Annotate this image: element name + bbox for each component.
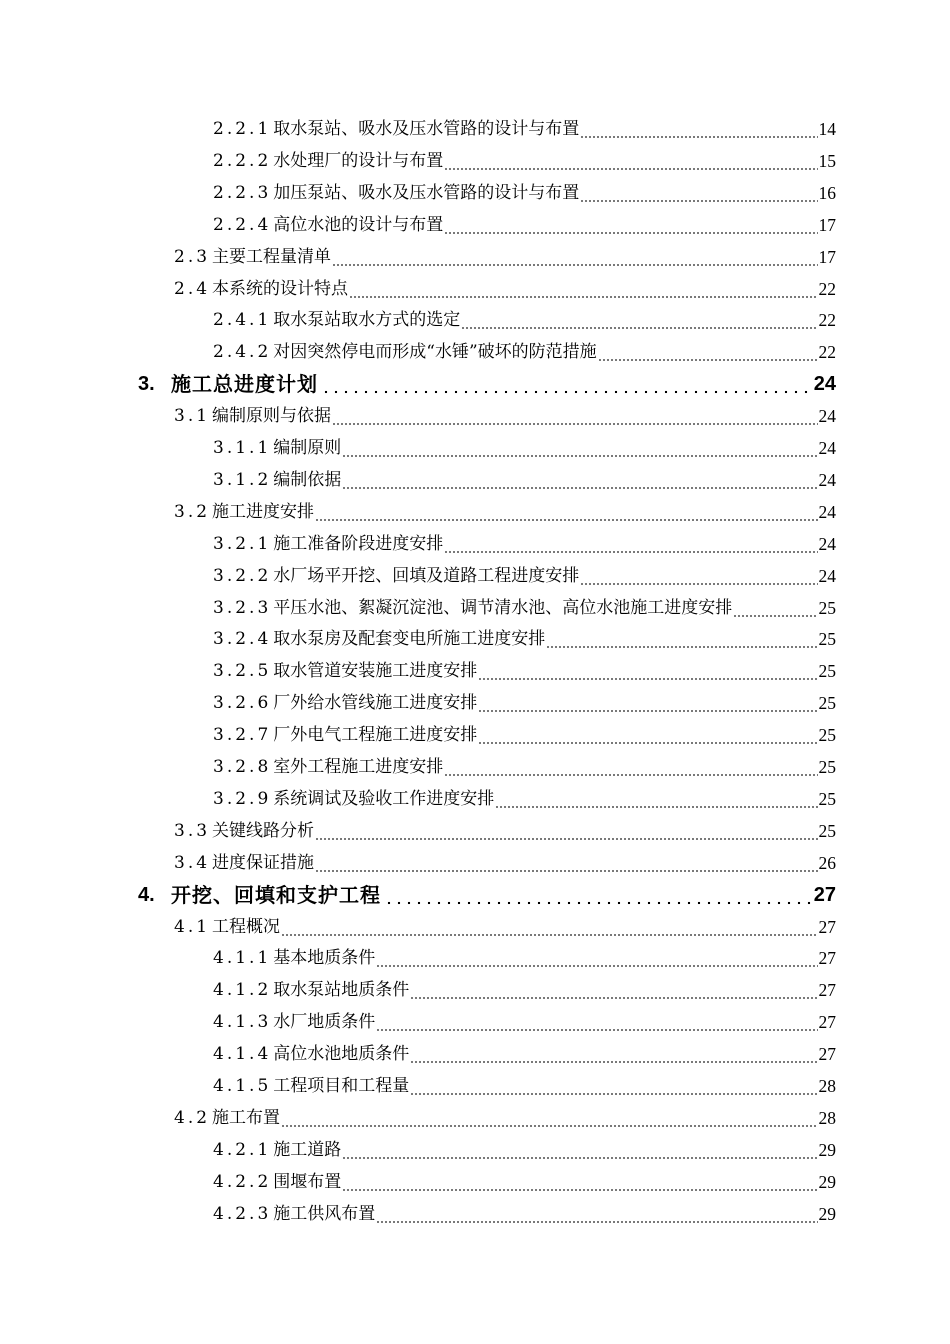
toc-chapter-entry[interactable] (0, 363, 836, 395)
dot-leader (444, 533, 817, 555)
toc-entry-title: 取水管道安装施工进度安排 (273, 661, 478, 682)
toc-entry-title: 编制原则 (273, 438, 342, 458)
toc-entry[interactable] (0, 172, 836, 204)
toc-entry[interactable] (0, 1097, 836, 1129)
toc-entry-title: 基本地质条件 (273, 948, 376, 969)
toc-entry-number: 3.2.6 (213, 693, 272, 714)
toc-entry[interactable] (0, 587, 836, 619)
toc-entry-number: 3.3 (174, 820, 211, 841)
toc-entry-number: 3.4 (174, 852, 211, 873)
toc-entry-title: 工程概况 (212, 916, 281, 937)
toc-entry-number: 3.2.3 (213, 597, 272, 618)
toc-entry-number: 3.2.4 (213, 629, 272, 650)
dot-leader (478, 660, 817, 682)
dot-leader (376, 1011, 817, 1033)
toc-entry-page-number: 29 (818, 1171, 836, 1192)
toc-entry-title: 工程项目和工程量 (273, 1076, 410, 1096)
toc-entry[interactable] (0, 1033, 836, 1065)
dot-leader (342, 1139, 817, 1161)
toc-entry-page-number: 25 (818, 788, 836, 809)
toc-entry[interactable] (0, 331, 836, 363)
toc-entry-number: 2.3 (174, 246, 211, 267)
toc-entry[interactable] (0, 236, 836, 268)
toc-entry-number: 3.2.2 (213, 565, 272, 586)
toc-entry[interactable] (0, 299, 836, 331)
toc-entry-page-number: 16 (818, 182, 836, 203)
toc-entry-page-number: 26 (818, 852, 836, 873)
toc-entry-title: 水厂场平开挖、回填及道路工程进度安排 (273, 565, 580, 586)
toc-entry-number: 2.2.3 (213, 182, 272, 203)
toc-entry-number: 2.4 (174, 278, 211, 299)
toc-entry-number: 3.1.2 (213, 469, 272, 490)
toc-entry-title: 开挖、回填和支护工程 (171, 882, 381, 907)
dot-leader (444, 150, 817, 172)
toc-entry-title: 厂外电气工程施工进度安排 (273, 725, 478, 746)
toc-entry[interactable] (0, 395, 836, 427)
toc-entry[interactable] (0, 842, 836, 874)
toc-entry-page-number: 29 (818, 1203, 836, 1224)
toc-entry-page-number: 22 (818, 278, 836, 299)
dot-leader (281, 916, 817, 938)
toc-entry-title: 加压泵站、吸水及压水管路的设计与布置 (273, 182, 580, 203)
toc-entry-page-number: 27 (818, 980, 836, 1001)
dot-leader (598, 341, 818, 363)
toc-entry-title: 取水泵站取水方式的选定 (273, 310, 461, 331)
toc-entry-title: 取水泵站地质条件 (273, 980, 410, 1001)
toc-entry[interactable] (0, 1065, 836, 1097)
dot-leader (495, 788, 817, 810)
toc-entry-title: 进度保证措施 (212, 852, 315, 873)
toc-entry-page-number: 25 (818, 597, 836, 618)
toc-entry-title: 系统调试及验收工作进度安排 (273, 788, 495, 809)
toc-entry-title: 取水泵房及配套变电所施工进度安排 (273, 629, 546, 650)
toc-entry-page-number: 25 (818, 629, 836, 650)
dot-leader (580, 118, 817, 140)
toc-entry-number: 4.1.3 (213, 1012, 272, 1033)
toc-entry-page-number: 24 (818, 533, 836, 554)
toc-entry-page-number: 24 (818, 565, 836, 586)
toc-entry-page-number: 27 (813, 883, 836, 906)
toc-entry-number: 4.1.1 (213, 948, 272, 969)
toc-entry-title: 关键线路分析 (212, 820, 315, 841)
toc-entry-title: 取水泵站、吸水及压水管路的设计与布置 (273, 119, 580, 139)
toc-entry[interactable] (0, 1129, 836, 1161)
toc-entry[interactable] (0, 1193, 836, 1225)
dot-leader (733, 597, 817, 619)
toc-entry[interactable] (0, 714, 836, 746)
toc-entry-page-number: 15 (818, 150, 836, 171)
toc-entry-number: 4.2.3 (213, 1203, 272, 1224)
toc-entry-number: 4.1.4 (213, 1044, 272, 1065)
dot-leader (315, 852, 817, 874)
dot-leader (580, 182, 817, 204)
toc-entry-title: 施工供风布置 (273, 1203, 376, 1224)
toc-entry-title: 编制原则与依据 (212, 406, 332, 427)
dot-leader (444, 214, 817, 236)
toc-entry-number: 2.2.4 (213, 214, 272, 235)
toc-entry-number: 3.1 (174, 406, 211, 427)
toc-entry[interactable] (0, 459, 836, 491)
toc-entry-page-number: 25 (818, 820, 836, 841)
toc-entry[interactable] (0, 969, 836, 1001)
dot-leader (332, 246, 817, 268)
toc-entry-title: 室外工程施工进度安排 (273, 757, 444, 777)
dot-leader (461, 309, 817, 331)
toc-entry-page-number: 24 (818, 469, 836, 490)
dot-leader (410, 1075, 817, 1097)
toc-entry-page-number: 24 (818, 438, 836, 458)
toc-entry-title: 高位水池的设计与布置 (273, 214, 444, 235)
dot-leader (546, 628, 817, 650)
toc-entry-page-number: 24 (818, 501, 836, 522)
toc-entry-title: 厂外给水管线施工进度安排 (273, 693, 478, 714)
toc-entry-number: 3.2 (174, 501, 211, 522)
toc-entry-number: 3.2.7 (213, 725, 272, 746)
toc-entry-number: 2.2.1 (213, 119, 272, 139)
toc-entry[interactable] (0, 906, 836, 938)
toc-entry-number: 4.2.1 (213, 1139, 272, 1160)
dot-leader (410, 1043, 817, 1065)
toc-entry-page-number: 25 (818, 725, 836, 746)
dot-leader (376, 947, 817, 969)
toc-entry-title: 施工准备阶段进度安排 (273, 533, 444, 554)
dot-leader (319, 373, 813, 395)
toc-entry[interactable] (0, 491, 836, 523)
toc-entry-page-number: 29 (818, 1139, 836, 1160)
toc-entry-title: 施工布置 (212, 1107, 281, 1128)
toc-entry-title: 水厂地质条件 (273, 1012, 376, 1033)
toc-entry-page-number: 27 (818, 948, 836, 969)
toc-entry[interactable] (0, 140, 836, 172)
dot-leader (315, 501, 817, 523)
toc-entry-title: 施工道路 (273, 1139, 342, 1160)
toc-entry-page-number: 25 (818, 661, 836, 682)
toc-entry-title: 高位水池地质条件 (273, 1044, 410, 1065)
toc-entry-number: 4.2.2 (213, 1171, 272, 1192)
toc-entry-page-number: 27 (818, 1044, 836, 1065)
toc-entry-number: 3.1.1 (213, 438, 272, 458)
toc-entry-number: 4.1.5 (213, 1076, 272, 1096)
toc-entry-title: 主要工程量清单 (212, 246, 332, 267)
toc-entry-page-number: 27 (818, 916, 836, 937)
dot-leader (342, 469, 817, 491)
toc-entry-page-number: 28 (818, 1107, 836, 1128)
toc-entry-number: 3.2.8 (213, 757, 272, 777)
toc-entry-title: 编制依据 (273, 469, 342, 490)
toc-entry-page-number: 17 (818, 214, 836, 235)
toc-entry[interactable] (0, 746, 836, 778)
toc-entry[interactable] (0, 618, 836, 650)
toc-entry-number: 2.4.2 (213, 342, 272, 363)
toc-entry[interactable] (0, 555, 836, 587)
toc-entry-page-number: 24 (818, 406, 836, 427)
toc-entry-number: 3. (138, 373, 155, 396)
toc-entry-page-number: 27 (818, 1012, 836, 1033)
toc-entry[interactable] (0, 810, 836, 842)
toc-entry-page-number: 24 (813, 373, 836, 396)
toc-entry[interactable] (0, 268, 836, 300)
toc-entry-number: 3.2.5 (213, 661, 272, 682)
toc-entry-page-number: 14 (818, 119, 836, 139)
toc-entry-number: 4.1.2 (213, 980, 272, 1001)
toc-entry[interactable] (0, 523, 836, 555)
dot-leader (382, 884, 813, 906)
toc-entry-title: 水处理厂的设计与布置 (273, 150, 444, 171)
toc-entry-page-number: 25 (818, 693, 836, 714)
toc-entry-title: 本系统的设计特点 (212, 278, 349, 299)
dot-leader (315, 820, 817, 842)
toc-entry[interactable] (0, 108, 836, 140)
toc-entry-title: 施工总进度计划 (171, 372, 318, 397)
toc-chapter-entry[interactable] (0, 874, 836, 906)
toc-entry-number: 2.4.1 (213, 310, 272, 331)
toc-entry-number: 3.2.1 (213, 533, 272, 554)
toc-entry-number: 4. (138, 883, 155, 906)
toc-entry-number: 2.2.2 (213, 150, 272, 171)
toc-entry-number: 4.1 (174, 916, 211, 937)
dot-leader (281, 1107, 817, 1129)
dot-leader (342, 1171, 817, 1193)
toc-entry[interactable] (0, 204, 836, 236)
toc-entry[interactable] (0, 937, 836, 969)
toc-entry-number: 3.2.9 (213, 788, 272, 809)
toc-entry-page-number: 22 (818, 342, 836, 363)
toc-entry[interactable] (0, 1161, 836, 1193)
dot-leader (444, 756, 817, 778)
toc-entry-page-number: 25 (818, 757, 836, 777)
toc-entry-number: 4.2 (174, 1107, 211, 1128)
toc-entry-title: 平压水池、絮凝沉淀池、调节清水池、高位水池施工进度安排 (273, 597, 733, 618)
dot-leader (478, 692, 817, 714)
toc-entry[interactable] (0, 1001, 836, 1033)
dot-leader (478, 724, 817, 746)
toc-entry-page-number: 28 (818, 1076, 836, 1096)
toc-entry-title: 施工进度安排 (212, 501, 315, 522)
dot-leader (342, 437, 817, 459)
dot-leader (349, 278, 817, 300)
dot-leader (410, 979, 817, 1001)
toc-entry[interactable] (0, 778, 836, 810)
dot-leader (580, 565, 817, 587)
dot-leader (332, 405, 817, 427)
toc-entry[interactable] (0, 682, 836, 714)
toc-entry-page-number: 22 (818, 310, 836, 331)
toc-entry-title: 对因突然停电而形成“水锤”破坏的防范措施 (273, 342, 597, 363)
toc-entry[interactable] (0, 427, 836, 459)
toc-entry-title: 围堰布置 (273, 1171, 342, 1192)
dot-leader (376, 1203, 817, 1225)
toc-entry[interactable] (0, 650, 836, 682)
toc-entry-page-number: 17 (818, 246, 836, 267)
